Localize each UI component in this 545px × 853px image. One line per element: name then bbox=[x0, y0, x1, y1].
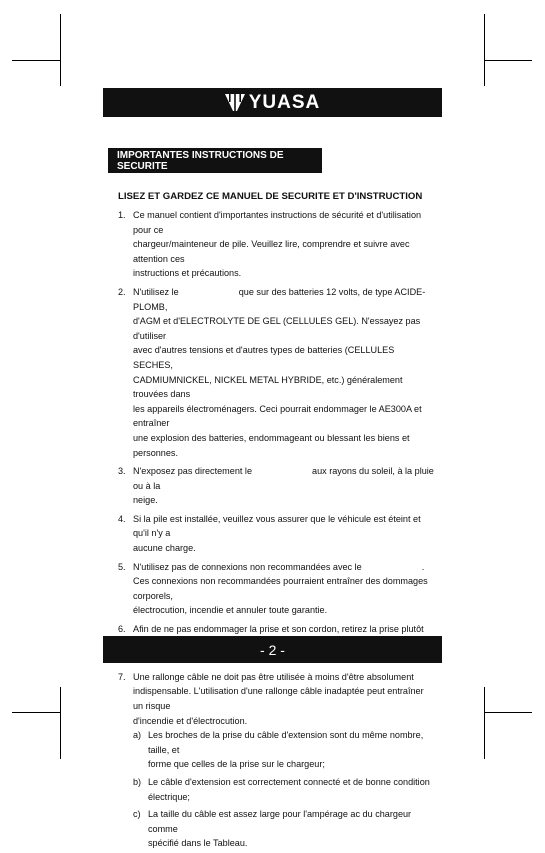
item-line: les appareils électroménagers. Ceci pourrait endommager le AE300A et entraîner bbox=[133, 403, 422, 429]
item-number: 4. bbox=[118, 513, 126, 524]
sub-line: électrique; bbox=[148, 791, 190, 802]
list-item bbox=[118, 285, 436, 460]
item-line: N'exposez pas directement le bbox=[133, 466, 253, 477]
item-line: Ces connexions non recommandées pourraient entraîner des dommages corporels, bbox=[133, 576, 428, 601]
item-line: Afin de ne pas endommager la prise et son cordon, retirez la prise plutôt bbox=[133, 624, 424, 635]
item-line: chargeur/mainteneur de pile. Veuillez lire, comprendre et suivre avec attention ces bbox=[133, 239, 410, 264]
sub-line: La taille du câble est assez large pour l'ampérage ac du chargeur comme bbox=[148, 809, 412, 834]
item-line: instructions et précautions. bbox=[133, 268, 242, 279]
item-line: neige. bbox=[133, 495, 158, 506]
sub-line: forme que celles de la prise sur le chargeur; bbox=[148, 759, 325, 770]
doc-heading: LISEZ ET GARDEZ CE MANUEL DE SECURITE ET D'INSTRUCTION bbox=[118, 191, 423, 202]
item-line: . bbox=[421, 561, 425, 572]
brand-name: YUASA bbox=[248, 91, 321, 113]
item-number: 2. bbox=[118, 286, 126, 297]
item-number: 6. bbox=[118, 624, 126, 635]
instruction-list bbox=[118, 208, 436, 853]
sub-line: Le câble d'extension est correctement connecté et de bonne condition bbox=[148, 776, 430, 787]
item-number: 7. bbox=[118, 671, 126, 682]
section-title: IMPORTANTES INSTRUCTIONS DE SECURITE bbox=[108, 148, 322, 173]
item-line: CADMIUMNICKEL, NICKEL METAL HYBRIDE, etc.) généralement trouvées dans bbox=[133, 374, 403, 400]
item-line: d'incendie et d'électrocution. bbox=[133, 715, 248, 726]
crop-mark bbox=[60, 687, 61, 759]
sub-list bbox=[133, 728, 436, 851]
crop-mark bbox=[484, 687, 485, 759]
item-line: N'utilisez le bbox=[133, 286, 179, 297]
sub-item bbox=[133, 728, 436, 772]
item-line: une explosion des batteries, endommageant ou blessant les biens et personnes. bbox=[133, 432, 410, 458]
sub-item bbox=[133, 807, 436, 851]
yuasa-emblem-icon bbox=[225, 94, 245, 111]
yuasa-logo bbox=[225, 92, 321, 114]
crop-mark bbox=[12, 60, 60, 61]
crop-mark bbox=[60, 14, 61, 86]
crop-mark bbox=[484, 14, 485, 86]
item-line: Une rallonge câble ne doit pas être utilisée à moins d'être absolument bbox=[133, 671, 414, 682]
sub-line: spécifié dans le Tableau. bbox=[148, 838, 248, 849]
item-line: d'AGM et d'ELECTROLYTE DE GEL (CELLULES GEL). N'essayez pas d'utiliser bbox=[133, 316, 421, 341]
item-line: indispensable. L'utilisation d'une rallonge câble inadaptée peut entraîner un risque bbox=[133, 686, 424, 711]
item-number: 3. bbox=[118, 466, 126, 477]
item-line: avec d'autres tensions et d'autres types de batteries (CELLULES SECHES, bbox=[133, 345, 395, 370]
sub-letter: c) bbox=[133, 809, 141, 820]
item-line: que sur des batteries 12 volts, de type ACIDE-PLOMB, bbox=[133, 286, 426, 312]
list-item bbox=[118, 208, 436, 281]
sub-letter: a) bbox=[133, 730, 142, 741]
item-line: aux rayons du soleil, à la pluie ou à la bbox=[133, 466, 434, 491]
item-line: électrocution, incendie et annuler toute garantie. bbox=[133, 605, 328, 616]
item-line: Ce manuel contient d'importantes instructions de sécurité et d'utilisation pour ce bbox=[133, 210, 422, 235]
item-number: 1. bbox=[118, 210, 126, 220]
page-number: - 2 - bbox=[103, 636, 442, 663]
list-item bbox=[118, 464, 436, 508]
sub-item bbox=[133, 775, 436, 804]
item-line: N'utilisez pas de connexions non recommandées avec le bbox=[133, 561, 362, 572]
crop-mark bbox=[484, 60, 532, 61]
item-number: 5. bbox=[118, 561, 126, 572]
item-line: aucune charge. bbox=[133, 543, 196, 554]
list-item bbox=[118, 670, 436, 851]
sub-letter: b) bbox=[133, 776, 142, 787]
list-item bbox=[118, 560, 436, 618]
crop-mark bbox=[484, 712, 532, 713]
list-item bbox=[118, 512, 436, 556]
header-bar bbox=[103, 88, 442, 117]
sub-line: Les broches de la prise du câble d'extension sont du même nombre, taille, et bbox=[148, 730, 424, 755]
item-line: Si la pile est installée, veuillez vous assurer que le véhicule est éteint et qu'il n'y a bbox=[133, 513, 421, 539]
crop-mark bbox=[12, 712, 60, 713]
